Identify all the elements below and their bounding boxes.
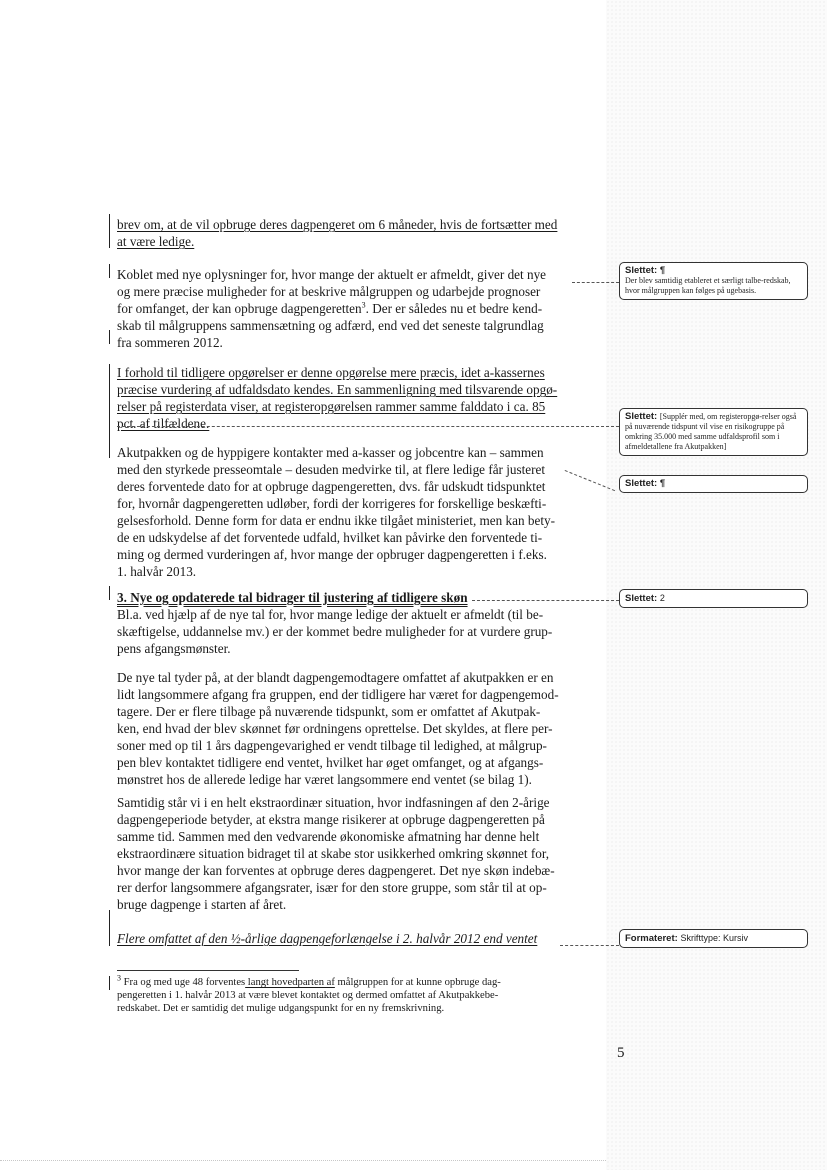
subheading-italic: Flere omfattet af den ½-årlige dagpengeforlængelse i 2. halvår 2012 end ventet bbox=[117, 931, 538, 946]
paragraph-6 bbox=[117, 669, 579, 788]
comment-body: Der blev samtidig etableret et særligt talbe-redskab, hvor målgruppen kan følges på ugebasis. bbox=[625, 276, 791, 295]
page-number: 5 bbox=[617, 1045, 625, 1061]
text-line: De nye tal tyder på, at der blandt dagpengemodtagere omfattet af akutpakken er en bbox=[117, 670, 554, 685]
comment-label: Slettet: ¶ bbox=[625, 478, 666, 489]
text-line: lidt langsommere afgang fra gruppen, end der tidligere har været for dagpengemod- bbox=[117, 687, 559, 702]
paragraph-1 bbox=[117, 216, 579, 250]
paragraph-4 bbox=[117, 444, 579, 580]
text-line: samme tid. Sammen med den vedvarende økonomiske afmatning har denne helt bbox=[117, 829, 540, 844]
paragraph-8 bbox=[117, 930, 579, 947]
text-line: og mere præcise muligheder for at beskrive målgruppen og udarbejde prognoser bbox=[117, 284, 541, 299]
paragraph-2 bbox=[117, 266, 579, 351]
page-bottom-border bbox=[0, 1160, 606, 1163]
text-line: Bl.a. ved hjælp af de nye tal for, hvor mange ledige der aktuelt er afmeldt (til be- bbox=[117, 607, 544, 622]
change-bar bbox=[109, 264, 110, 278]
comment-label: Slettet: bbox=[625, 411, 660, 422]
comment-balloon-deleted[interactable] bbox=[619, 408, 808, 456]
text-line: tagere. Der er flere tilbage på nuværende tidspunkt, som er omfattet af Akutpak- bbox=[117, 704, 541, 719]
text-line: at være ledige. bbox=[117, 234, 195, 249]
comment-leader bbox=[572, 282, 619, 283]
footnote bbox=[117, 973, 579, 1015]
comment-leader bbox=[117, 426, 619, 427]
change-bar bbox=[109, 976, 110, 990]
text-line: pengeretten i 1. halvår 2013 at være blevet kontaktet og dermed omfattet af Akutpakkebe- bbox=[117, 990, 499, 1001]
text-line: redskabet. Det er samtidig det mulige udgangspunkt for en ny fremskrivning. bbox=[117, 1003, 445, 1014]
text-line bbox=[117, 300, 579, 317]
comment-balloon-formatted[interactable] bbox=[619, 929, 808, 948]
text-span: målgruppen for at kunne opbruge dag- bbox=[334, 977, 501, 988]
text-line: relser på registerdata viser, at registeropgørelsen rammer samme falddato i ca. 85 bbox=[117, 399, 546, 414]
section-heading: 3. Nye og opdaterede tal bidrager til justering af tidligere skøn bbox=[117, 590, 468, 605]
comment-label: Slettet: ¶ bbox=[625, 265, 666, 276]
comment-leader bbox=[472, 600, 619, 601]
text-line: Koblet med nye oplysninger for, hvor mange der aktuelt er afmeldt, giver det nye bbox=[117, 267, 547, 282]
text-line: I forhold til tidligere opgørelser er denne opgørelse mere præcis, idet a-kassernes bbox=[117, 365, 545, 380]
comment-body: [Supplér med, om registeropgø-relser også på nuværende tidspunt vil vise en risikogruppe på omkring 35.000 med samme udfaldsprofil som i afmeldetallene fra Akutpakken] bbox=[625, 412, 797, 451]
text-line: dagpengeperiode betyder, at ekstra mange risikerer at opbruge dagpengeretten på bbox=[117, 812, 545, 827]
text-span: Fra og med uge 48 forventes bbox=[121, 977, 246, 988]
comment-balloon-deleted[interactable] bbox=[619, 589, 808, 608]
footnote-separator bbox=[117, 970, 299, 971]
text-line: bruge dagpenge i starten af året. bbox=[117, 897, 287, 912]
comment-balloon-deleted[interactable] bbox=[619, 475, 808, 493]
text-line: mønstret hos de allerede ledige har været langsommere end ventet (se bilag 1). bbox=[117, 772, 532, 787]
change-bar bbox=[109, 330, 110, 344]
text-line: deres forventede dato for at opbruge dagpengeretten, dvs. får udskudt tidspunktet bbox=[117, 479, 546, 494]
text-line: ekstraordinære situation bidraget til at skabe stor usikkerhed omkring skønnet for, bbox=[117, 846, 549, 861]
text-line: 1. halvår 2013. bbox=[117, 564, 197, 579]
text-line: gelsesforhold. Denne form for data er endnu ikke tilgået ministeriet, men kan bety- bbox=[117, 513, 555, 528]
text-line: soner med op til 1 års dagpengevarighed er vendt tilbage til ledighed, at målgrup- bbox=[117, 738, 547, 753]
paragraph-3 bbox=[117, 364, 579, 432]
text-line: hvor mange der kan forventes at opbruge deres dagpengeret. Det nye skøn indebæ- bbox=[117, 863, 555, 878]
text-line: skab til målgruppens sammensætning og adfærd, end ved det seneste talgrundlag bbox=[117, 318, 544, 333]
text-span: . Der er således nu et bedre kend- bbox=[365, 301, 543, 316]
text-line: med den styrkede presseomtale – desuden medvirke til, at flere ledige får justeret bbox=[117, 462, 546, 477]
inserted-text: langt hovedparten af bbox=[245, 977, 335, 988]
text-line: ken, end hvad der blev skønnet før ordningens oprettelse. Det skyldes, at flere per- bbox=[117, 721, 553, 736]
change-bar bbox=[109, 214, 110, 248]
comment-value: Skrifttype: Kursiv bbox=[680, 933, 748, 943]
footnote-number: 3 bbox=[117, 973, 121, 983]
text-line: fra sommeren 2012. bbox=[117, 335, 223, 350]
comment-balloon-deleted[interactable] bbox=[619, 262, 808, 300]
comment-leader bbox=[560, 945, 619, 946]
text-span: for omfanget, der kan opbruge dagpengeretten bbox=[117, 301, 362, 316]
text-line: præcise vurdering af udfaldsdato kendes. En sammenligning med tilsvarende opgø- bbox=[117, 382, 558, 397]
paragraph-7 bbox=[117, 794, 579, 913]
text-line: for, hvornår dagpengeretten udløber, fordi der korrigeres for forskellige beskæfti- bbox=[117, 496, 547, 511]
change-bar bbox=[109, 586, 110, 600]
comment-label: Formateret: bbox=[625, 933, 681, 944]
comment-label: Slettet: bbox=[625, 593, 660, 604]
text-line: Akutpakken og de hyppigere kontakter med a-kasser og jobcentre kan – sammen bbox=[117, 445, 544, 460]
text-line: Samtidig står vi i en helt ekstraordinær situation, hvor indfasningen af den 2-årige bbox=[117, 795, 550, 810]
text-line: skæftigelse, uddannelse mv.) er der kommet bedre muligheder for at vurdere grup- bbox=[117, 624, 553, 639]
comment-margin bbox=[606, 0, 827, 1170]
change-bar bbox=[109, 364, 110, 458]
footnote-reference[interactable]: 3 bbox=[361, 300, 366, 310]
text-line bbox=[117, 973, 579, 989]
text-line: pens afgangsmønster. bbox=[117, 641, 231, 656]
text-line: pen blev kontaktet tidligere end ventet, hvilket har øget omfanget, og at afgangs- bbox=[117, 755, 544, 770]
text-line: ming og dermed vurderingen af, hvor mange der opbruger dagpengeretten i f.eks. bbox=[117, 547, 547, 562]
comment-value: 2 bbox=[659, 593, 665, 603]
text-line: pct. af tilfældene. bbox=[117, 416, 210, 431]
text-line: brev om, at de vil opbruge deres dagpengeret om 6 måneder, hvis de fortsætter med bbox=[117, 217, 558, 232]
text-line: rer derfor langsommere afgangsrater, især for den store gruppe, som står til at op- bbox=[117, 880, 547, 895]
change-bar bbox=[109, 910, 110, 946]
text-line: de en udskydelse af det forventede udfald, hvilket kan påvirke den forventede ti- bbox=[117, 530, 543, 545]
